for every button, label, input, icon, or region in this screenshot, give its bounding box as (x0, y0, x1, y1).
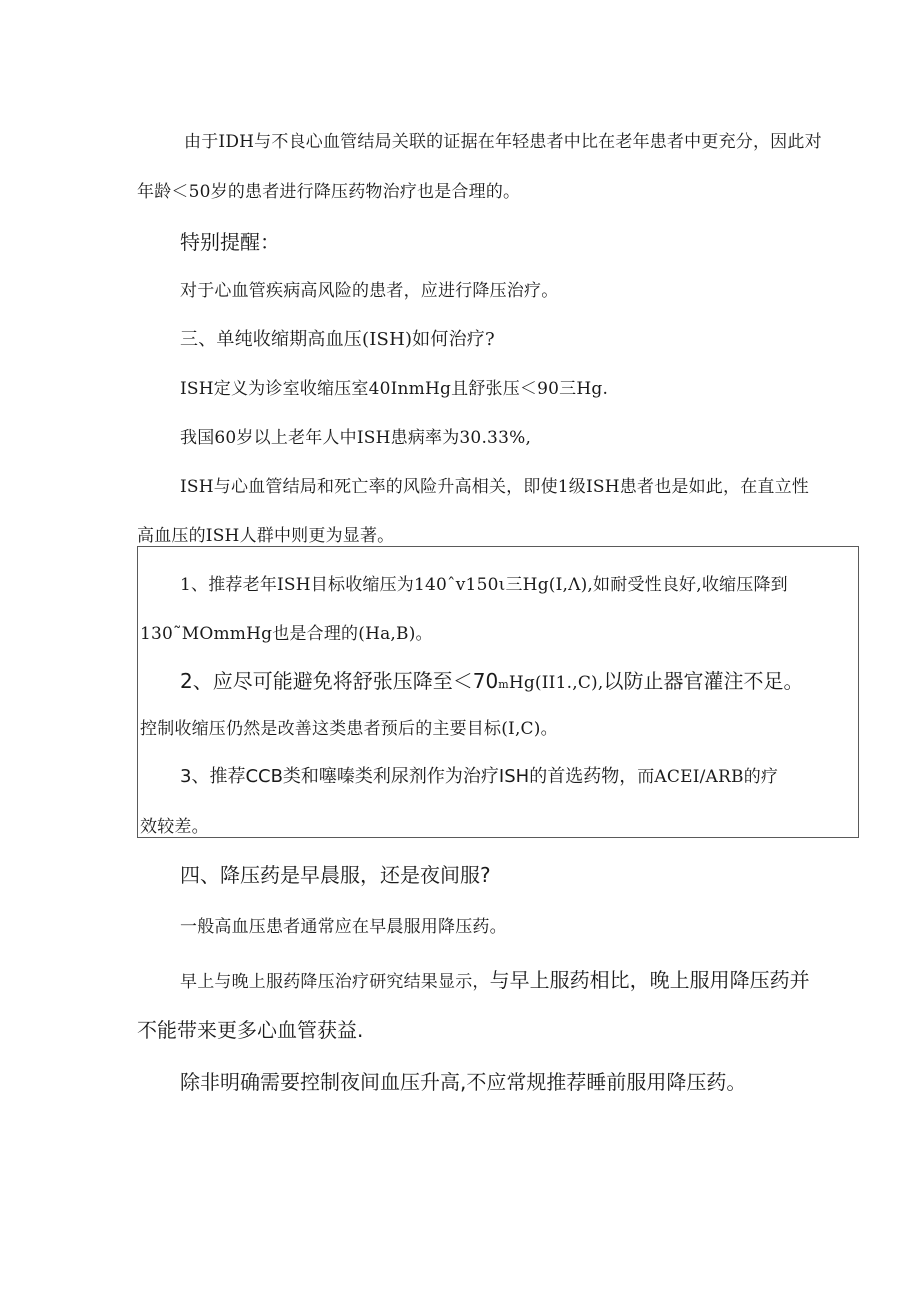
recommendation-2-bold: 2、应尽可能避免将舒张压降至＜70 (180, 669, 499, 693)
section4-study-line-2: 不能带来更多心血管获益. (137, 1018, 364, 1042)
section4-heading: 四、降压药是早晨服，还是夜间服? (180, 863, 491, 887)
reminder-text: 对于心血管疾病高风险的患者，应进行降压治疗。 (180, 281, 559, 301)
section4-study-prefix: 早上与晚上服药降压治疗研究结果显示， (180, 972, 490, 992)
recommendation-2-tail: 以防止器官灌注不足。 (603, 669, 804, 693)
idh-paragraph-line-1: 由于IDH与不良心血管结局关联的证据在年轻患者中比在老年患者中更充分，因此对 (184, 132, 822, 152)
ish-prevalence: 我国60岁以上老年人中ISH患病率为30.33%, (180, 428, 532, 448)
recommendation-2-note: 控制收缩压仍然是改善这类患者预后的主要目标(I,C)。 (140, 719, 558, 739)
recommendation-2-line (180, 665, 803, 694)
recommendation-3-bold: 3、推荐CCB类和噻嗪类利尿剂作为治疗ISH的首选药物， (180, 766, 638, 787)
recommendation-1-line-1: 1、推荐老年ISH目标收缩压为140ˆv150ι三Hg(I,Λ),如耐受性良好,收缩压降到 (180, 575, 788, 595)
section3-heading: 三、单纯收缩期高血压(ISH)如何治疗? (180, 329, 495, 350)
recommendation-2-unit: m (498, 678, 509, 691)
reminder-heading: 特别提醒： (180, 230, 280, 254)
idh-paragraph-line-2: 年龄＜50岁的患者进行降压药物治疗也是合理的。 (137, 182, 521, 202)
section4-study-line-1 (180, 964, 810, 993)
section4-study-bold: 与早上服药相比，晚上服用降压药并 (489, 968, 810, 992)
ish-risk-line-1: ISH与心血管结局和死亡率的风险升高相关，即使1级ISH患者也是如此，在直立性 (180, 477, 809, 497)
ish-risk-line-2: 高血压的ISH人群中则更为显著。 (137, 526, 395, 546)
section4-general: 一般高血压患者通常应在早晨服用降压药。 (180, 917, 507, 937)
recommendation-2-mid: Hg(II1.,C), (508, 673, 604, 693)
recommendation-1-line-2: 130˜MOmmHg也是合理的(Ha,B)。 (140, 624, 433, 644)
section4-conclusion: 除非明确需要控制夜间血压升高,不应常规推荐睡前服用降压药。 (180, 1070, 747, 1094)
recommendation-3-line-1 (180, 762, 778, 788)
ish-definition: ISH定义为诊室收缩压室40InmHg且舒张压＜90三Hg. (180, 379, 609, 399)
recommendation-3-line-2: 效较差。 (140, 817, 209, 837)
recommendation-3-tail: 而ACEI/ARB的疗 (637, 767, 779, 787)
